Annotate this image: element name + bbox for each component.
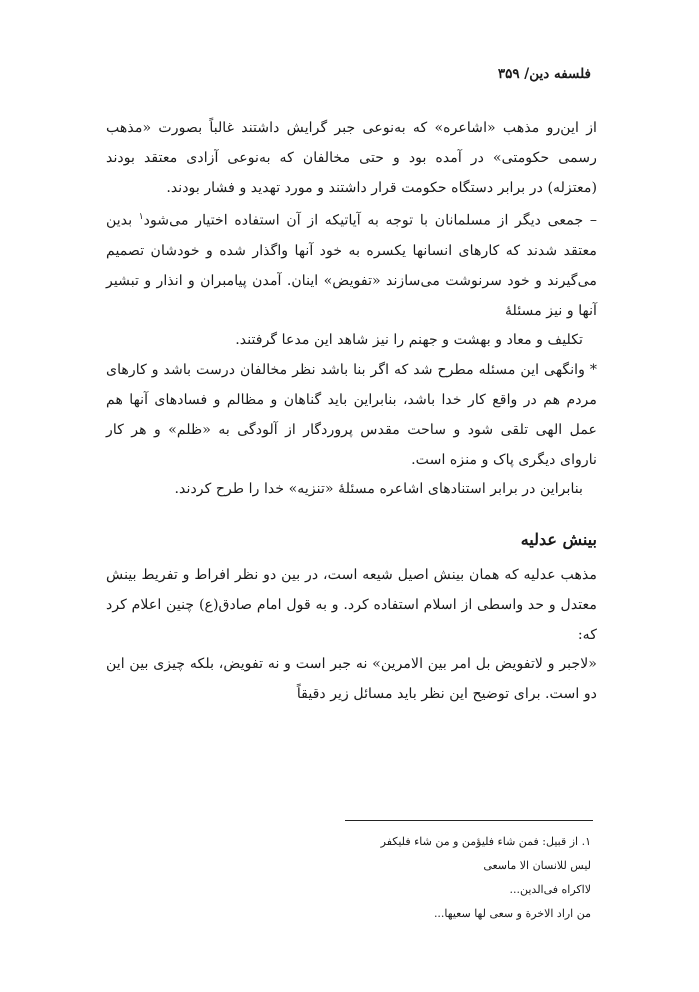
paragraph-zulm: * وانگهی این مسئله مطرح شد که اگر بنا باشد نظر مخالفان درست باشد و کارهای مردم هم در واقع کار خدا باشد، بنابراین باید گناهان و مظالم و فسادهای آنها هم عمل الهی تلقی شود و ساحت مقدس پروردگار از آلودگی به «ظلم» و هر کار ناروای دیگری پاک و منزه است. bbox=[106, 362, 597, 468]
paragraph-adliyya: مذهب عدلیه که همان بینش اصیل شیعه است، در بین دو نظر افراط و تفریط بینش معتدل و حد واسطی از اسلام استفاده کرد. و به قول امام صادق(ع) چنین اعلام کرد که: bbox=[106, 567, 597, 643]
section-heading: بینش عدلیه bbox=[520, 530, 597, 550]
footnote-divider bbox=[345, 820, 593, 821]
footnote-reference: ۱ bbox=[138, 212, 144, 223]
paragraph-taklif: تکلیف و معاد و بهشت و جهنم را نیز شاهد این مدعا گرفتند. bbox=[235, 332, 583, 349]
footnote-line: لااکراه فی‌الدین... bbox=[509, 883, 591, 896]
paragraph-tafwid bbox=[106, 203, 597, 326]
footnote-line: لیس للانسان الا ماسعی bbox=[483, 859, 591, 872]
footnote-line: من اراد الاخرة و سعی لها سعیها... bbox=[433, 907, 591, 920]
paragraph-amr-bayn-alamrayn: «لاجبر و لاتفویض بل امر بین الامرین» نه جبر است و نه تفویض، بلکه چیزی بین این دو است. برای توضیح این نظر باید مسائل زیر دقیقاً bbox=[106, 656, 597, 703]
paragraph-tafwid-text-1: – جمعی دیگر از مسلمانان با توجه به آیاتیکه از آن استفاده اختیار می‌شود bbox=[143, 213, 597, 230]
running-head: فلسفه دین/ ۳۵۹ bbox=[497, 66, 591, 82]
paragraph-tanzih: بنابراین در برابر استنادهای اشاعره مسئلهٔ «تنزیه» خدا را طرح کردند. bbox=[174, 481, 583, 498]
page-body bbox=[106, 114, 597, 710]
footnote-line: ۱. از قبیل: فمن شاء فلیؤمن و من شاء فلیکفر bbox=[380, 835, 591, 848]
footnotes bbox=[291, 830, 591, 926]
paragraph-tafwid-text-2: بدین معتقد شدند که کارهای انسانها یکسره به خود آنها واگذار شده و خودشان تصمیم می‌گیرند و خود سرنوشت می‌سازند «تفویض» اینان. آمدن پیامبران و انذار و تبشیر آنها و نیز مسئلهٔ bbox=[106, 213, 597, 319]
paragraph-asharites: از این‌رو مذهب «اشاعره» که به‌نوعی جبر گرایش داشتند غالباً بصورت «مذهب رسمی حکومتی» در آمده بود و حتی مخالفان که به‌نوعی آزادی معتقد بودند (معتزله) در برابر دستگاه حکومت قرار داشتند و مورد تهدید و فشار بودند. bbox=[106, 120, 597, 196]
